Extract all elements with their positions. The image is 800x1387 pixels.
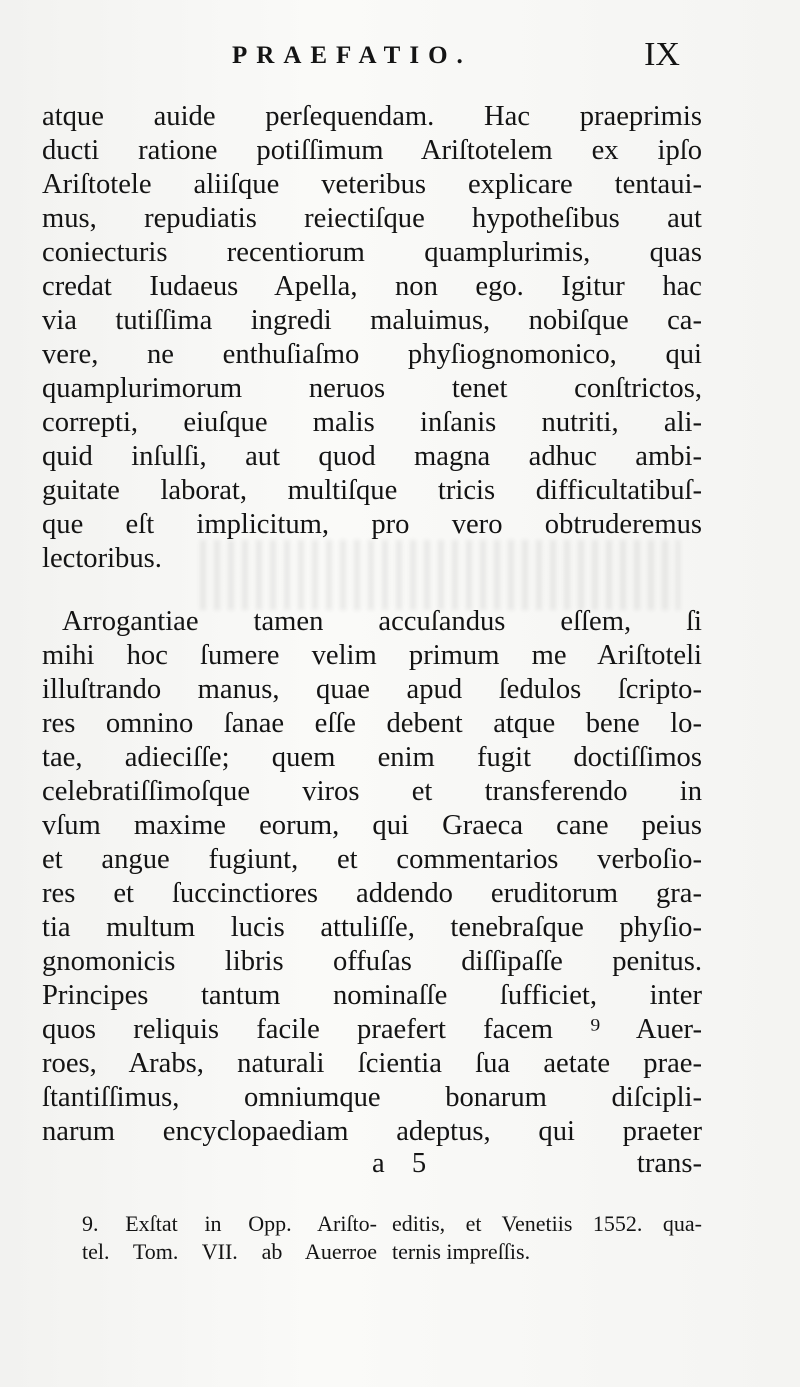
text-line: gnomonicis libris offuſas diſſipaſſe penitus. bbox=[42, 946, 702, 977]
text-line: narum encyclopaediam adeptus, qui praeter bbox=[42, 1116, 702, 1147]
text-line: vſum maxime eorum, qui Graeca cane peius bbox=[42, 810, 702, 841]
text-line: atque auide perſequendam. Hac praeprimis bbox=[42, 101, 702, 132]
signature-mark: a 5 bbox=[372, 1148, 437, 1179]
text-line: res et ſuccinctiores addendo eruditorum gra- bbox=[42, 878, 702, 909]
text-line: celebratiſſimoſque viros et transferendo in bbox=[42, 776, 702, 807]
text-line: que eſt implicitum, pro vero obtruderemus bbox=[42, 509, 702, 540]
text-line: tae, adieciſſe; quem enim fugit doctiſſimos bbox=[42, 742, 702, 773]
text-line: mihi hoc ſumere velim primum me Ariſtoteli bbox=[42, 640, 702, 671]
text-line: et angue fugiunt, et commentarios verboſio- bbox=[42, 844, 702, 875]
page-number: IX bbox=[644, 36, 680, 73]
footnote-line: 9. Exſtat in Opp. Ariſto- bbox=[82, 1211, 377, 1236]
text-line: coniecturis recentiorum quamplurimis, quas bbox=[42, 237, 702, 268]
text-line: roes, Arabs, naturali ſcientia ſua aetate prae- bbox=[42, 1048, 702, 1079]
text-line: credat Iudaeus Apella, non ego. Igitur hac bbox=[42, 271, 702, 302]
text-line: illuſtrando manus, quae apud ſedulos ſcripto- bbox=[42, 674, 702, 705]
text-line: res omnino ſanae eſſe debent atque bene lo- bbox=[42, 708, 702, 739]
text-line: quos reliquis facile praefert facem ⁹ Auer- bbox=[42, 1014, 702, 1045]
text-line: lectoribus. bbox=[42, 543, 162, 574]
text-line: correpti, eiuſque malis inſanis nutriti, ali- bbox=[42, 407, 702, 438]
catchword: trans- bbox=[636, 1148, 702, 1179]
paragraph-2 bbox=[42, 605, 702, 1149]
paragraph-1 bbox=[42, 100, 702, 576]
text-line: Principes tantum nominaſſe ſufficiet, inter bbox=[42, 980, 702, 1011]
footnote-line: tel. Tom. VII. ab Auerroe bbox=[82, 1239, 377, 1264]
footnote-right-column bbox=[392, 1210, 702, 1266]
text-line: ducti ratione potiſſimum Ariſtotelem ex ipſo bbox=[42, 135, 702, 166]
footnote-line: ternis impreſſis. bbox=[392, 1239, 531, 1264]
catch-line bbox=[42, 1148, 702, 1182]
text-line: Ariſtotele aliiſque veteribus explicare tentaui- bbox=[42, 169, 702, 200]
text-line: quid inſulſi, aut quod magna adhuc ambi- bbox=[42, 441, 702, 472]
text-line: mus, repudiatis reiectiſque hypotheſibus aut bbox=[42, 203, 702, 234]
text-line: vere, ne enthuſiaſmo phyſiognomonico, qui bbox=[42, 339, 702, 370]
footnote-left-column bbox=[82, 1210, 377, 1266]
running-title: PRAEFATIO. bbox=[232, 42, 472, 69]
text-line: tia multum lucis attuliſſe, tenebraſque phyſio- bbox=[42, 912, 702, 943]
text-line: via tutiſſima ingredi maluimus, nobiſque ca- bbox=[42, 305, 702, 336]
footnote-line: editis, et Venetiis 1552. qua- bbox=[392, 1211, 702, 1236]
text-line: guitate laborat, multiſque tricis difficultatibuſ- bbox=[42, 475, 702, 506]
text-line: Arrogantiae tamen accuſandus eſſem, ſi bbox=[62, 606, 702, 637]
text-line: quamplurimorum neruos tenet conſtrictos, bbox=[42, 373, 702, 404]
text-line: ſtantiſſimus, omniumque bonarum diſcipli- bbox=[42, 1082, 702, 1113]
